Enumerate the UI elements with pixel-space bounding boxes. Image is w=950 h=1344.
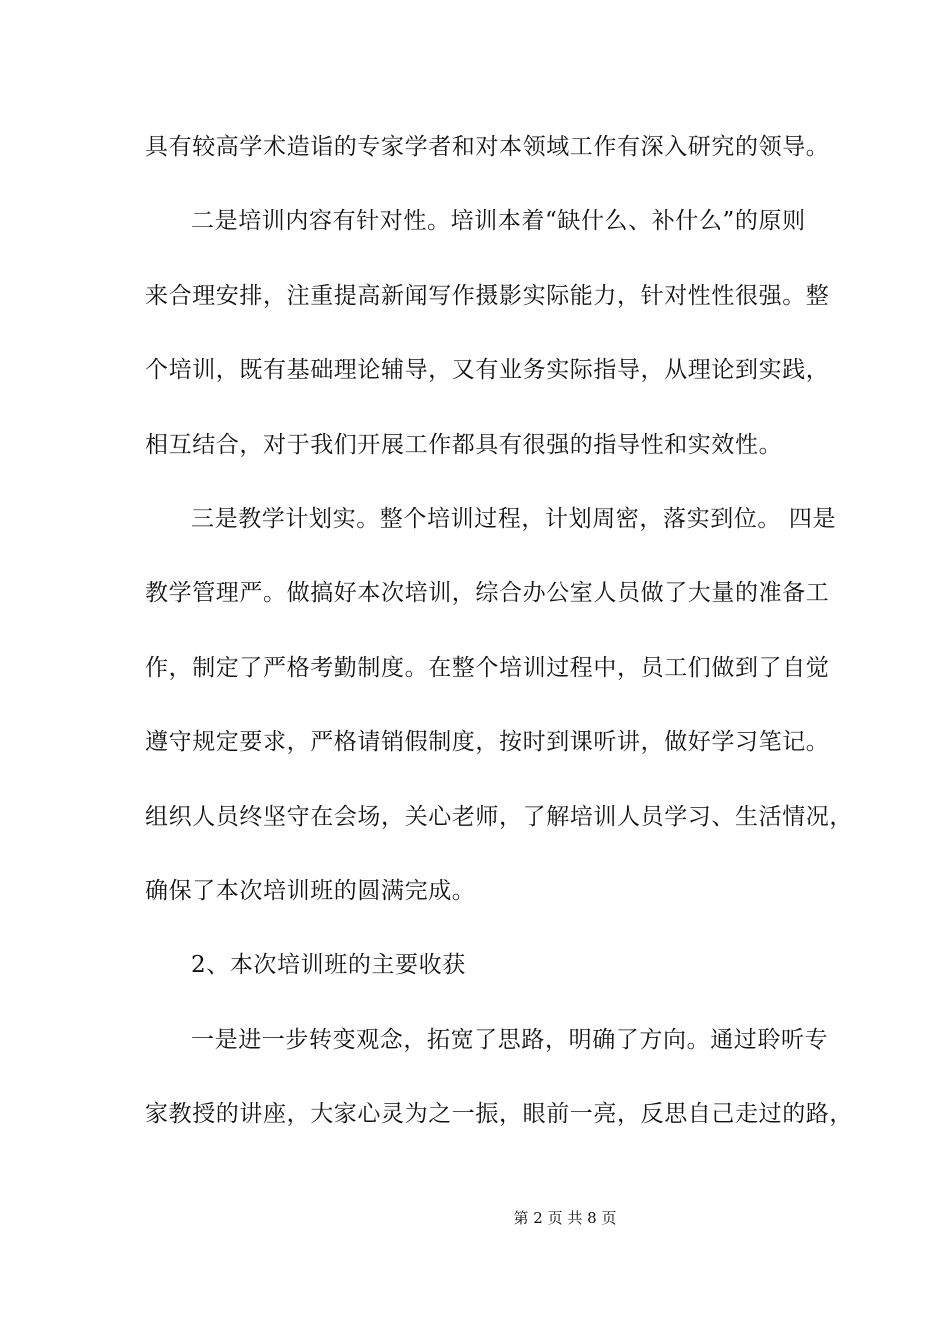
text-line: 组织人员终坚守在会场，关心老师，了解培训人员学习、生活情况， bbox=[145, 803, 853, 830]
text-line: 具有较高学术造诣的专家学者和对本领域工作有深入研究的领导。 bbox=[145, 134, 830, 160]
text-line: 教学管理严。做搞好本次培训，综合办公室人员做了大量的准备工 bbox=[145, 580, 830, 607]
text-line: 来合理安排，注重提高新闻写作摄影实际能力，针对性性很强。整 bbox=[145, 282, 830, 309]
section-heading: 2、本次培训班的主要收获 bbox=[191, 952, 466, 979]
text-line: 确保了本次培训班的圆满完成。 bbox=[145, 877, 476, 904]
page-footer bbox=[0, 1206, 950, 1230]
text-line: 相互结合，对于我们开展工作都具有很强的指导性和实效性。 bbox=[145, 431, 783, 458]
text-line: 作，制定了严格考勤制度。在整个培训过程中，员工们做到了自觉 bbox=[145, 654, 830, 681]
document-body bbox=[145, 132, 853, 1173]
text-line: 家教授的讲座，大家心灵为之一振，眼前一亮，反思自己走过的路， bbox=[145, 1101, 853, 1128]
text-line: 二是培训内容有针对性。培训本着“缺什么、补什么”的原则 bbox=[191, 208, 806, 235]
text-line: 遵守规定要求，严格请销假制度，按时到课听讲，做好学习笔记。 bbox=[145, 729, 830, 756]
page-number: 第 2 页 共 8 页 bbox=[513, 1209, 617, 1227]
text-line: 个培训，既有基础理论辅导，又有业务实际指导，从理论到实践， bbox=[145, 357, 830, 384]
text-line: 三是教学计划实。整个培训过程，计划周密，落实到位。 四是 bbox=[191, 505, 837, 532]
text-line: 一是进一步转变观念，拓宽了思路，明确了方向。通过聆听专 bbox=[191, 1026, 829, 1053]
